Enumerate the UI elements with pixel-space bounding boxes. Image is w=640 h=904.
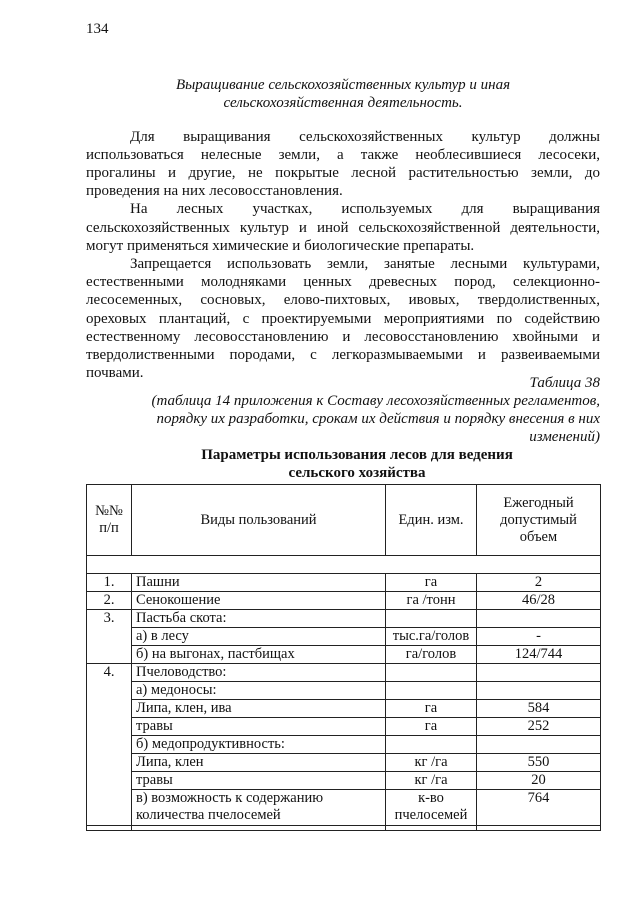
page-number: 134 (86, 21, 109, 37)
paragraph-line: естественными молодняками ценных древесных пород, селекционно- (86, 274, 600, 290)
paragraph-line: Для выращивания сельскохозяйственных культур должны (130, 129, 600, 145)
row-number: 3. (87, 610, 132, 664)
table-row (87, 646, 601, 664)
row-usage-type: Пчеловодство: (132, 664, 386, 682)
header-number: №№ п/п (87, 485, 132, 556)
row-usage-type: а) в лесу (132, 628, 386, 646)
table-row (87, 718, 601, 736)
table-note-line: (таблица 14 приложения к Составу лесохозяйственных регламентов, (151, 393, 600, 409)
row-usage-type: Липа, клен (132, 754, 386, 772)
paragraph-line: прогалины и другие, не покрытые лесной растительностью земли, до (86, 165, 600, 181)
header-usage-type: Виды пользований (132, 485, 386, 556)
row-unit: га (386, 718, 477, 736)
table-row (87, 754, 601, 772)
empty-cell (87, 826, 132, 831)
paragraph-line: лесосеменных, сосновых, елово-пихтовых, ивовых, твердолиственных, (86, 292, 600, 308)
section-title-line: сельскохозяйственная деятельность. (223, 95, 463, 111)
header-volume: Ежегодный допустимый объем (477, 485, 601, 556)
row-unit: га (386, 574, 477, 592)
paragraph-line: могут применяться химические и биологические препараты. (86, 238, 475, 254)
paragraph-line: Запрещается использовать земли, занятые лесными культурами, (130, 256, 600, 272)
paragraph-line: почвами. (86, 365, 144, 381)
paragraph-line: проведения на них лесовосстановления. (86, 183, 343, 199)
table-row (87, 790, 601, 826)
row-usage-type: а) медоносы: (132, 682, 386, 700)
row-volume: 46/28 (477, 592, 601, 610)
row-volume: - (477, 628, 601, 646)
empty-cell (386, 826, 477, 831)
table-note-line: порядку их разработки, срокам их действия и порядку внесения в них (156, 411, 600, 427)
row-unit: кг /га (386, 754, 477, 772)
row-volume: 584 (477, 700, 601, 718)
row-unit: тыс.га/голов (386, 628, 477, 646)
row-unit (386, 610, 477, 628)
row-unit: га/голов (386, 646, 477, 664)
table-note-line: изменений) (529, 429, 600, 445)
row-volume (477, 736, 601, 754)
table-label: Таблица 38 (529, 375, 600, 391)
table-row (87, 682, 601, 700)
header-unit: Един. изм. (386, 485, 477, 556)
table-row (87, 592, 601, 610)
row-usage-type: травы (132, 718, 386, 736)
row-volume: 252 (477, 718, 601, 736)
row-unit: кг /га (386, 772, 477, 790)
row-unit: к-во пчелосемей (386, 790, 477, 826)
table-row (87, 610, 601, 628)
row-usage-type: Пашни (132, 574, 386, 592)
table-title-line: сельского хозяйства (288, 465, 426, 481)
row-usage-type: Сенокошение (132, 592, 386, 610)
row-volume (477, 610, 601, 628)
table-blank-row (87, 556, 601, 574)
row-unit (386, 664, 477, 682)
row-number: 2. (87, 592, 132, 610)
row-volume: 124/744 (477, 646, 601, 664)
row-usage-type: в) возможность к содержанию количества пчелосемей (132, 790, 386, 826)
row-unit (386, 682, 477, 700)
table-row (87, 700, 601, 718)
empty-cell (132, 826, 386, 831)
row-volume (477, 664, 601, 682)
row-usage-type: травы (132, 772, 386, 790)
row-volume (477, 682, 601, 700)
table-row (87, 664, 601, 682)
row-number: 4. (87, 664, 132, 826)
paragraph-line: использоваться нелесные земли, а также необлесившиеся лесосеки, (86, 147, 600, 163)
paragraph-line: На лесных участках, используемых для выращивания (130, 201, 600, 217)
row-volume: 550 (477, 754, 601, 772)
row-volume: 20 (477, 772, 601, 790)
row-usage-type: Пастьба скота: (132, 610, 386, 628)
empty-cell (477, 826, 601, 831)
section-title-line: Выращивание сельскохозяйственных культур и иная (175, 77, 511, 93)
row-number: 1. (87, 574, 132, 592)
row-unit: га /тонн (386, 592, 477, 610)
table-title-line: Параметры использования лесов для ведения (201, 447, 513, 463)
row-usage-type: б) медопродуктивность: (132, 736, 386, 754)
table-row (87, 772, 601, 790)
row-volume: 2 (477, 574, 601, 592)
row-unit (386, 736, 477, 754)
row-usage-type: б) на выгонах, пастбищах (132, 646, 386, 664)
table-header-row (87, 485, 601, 556)
table-row (87, 574, 601, 592)
usage-parameters-table (86, 484, 601, 831)
row-usage-type: Липа, клен, ива (132, 700, 386, 718)
table-end-row (87, 826, 601, 831)
table-row (87, 628, 601, 646)
paragraph-line: естественному лесовосстановлению и лесовосстановлению хвойными и (86, 329, 600, 345)
row-volume: 764 (477, 790, 601, 826)
row-unit: га (386, 700, 477, 718)
table-row (87, 736, 601, 754)
paragraph-line: твердолиственными породами, с легкоразмываемыми и развеиваемыми (86, 347, 600, 363)
paragraph-line: сельскохозяйственных культур и иной сельскохозяйственной деятельности, (86, 220, 600, 236)
paragraph-line: ореховых плантаций, с проектируемыми мероприятиями по содействию (86, 311, 600, 327)
